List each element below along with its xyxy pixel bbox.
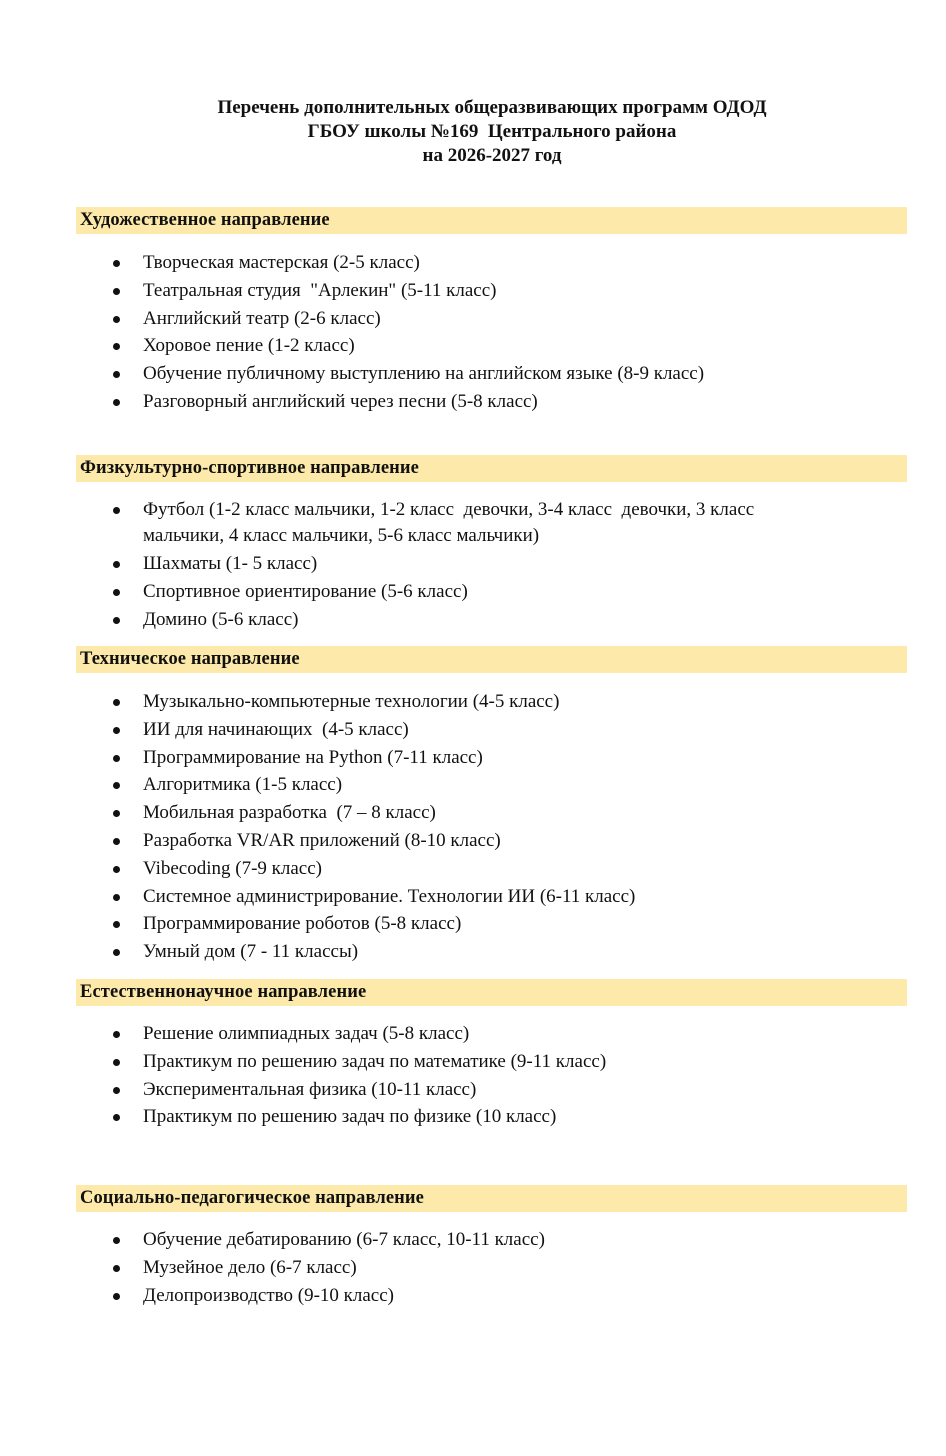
section-heading: Физкультурно-спортивное направление [76,455,907,482]
list-item: Домино (5-6 класс) [76,606,907,634]
program-list [76,688,907,966]
list-item: Английский театр (2-6 класс) [76,305,907,333]
title-line-3: на 2026-2027 год [422,145,562,166]
list-item: Решение олимпиадных задач (5-8 класс) [76,1020,907,1048]
list-item: Музейное дело (6-7 класс) [76,1254,907,1282]
list-item: Программирование роботов (5-8 класс) [76,910,907,938]
program-list [76,1020,907,1131]
title-line-1: Перечень дополнительных общеразвивающих программ ОДОД [217,97,767,118]
list-item: Vibecoding (7-9 класс) [76,855,907,883]
section-heading: Художественное направление [76,207,907,234]
list-item: Практикум по решению задач по физике (10 класс) [76,1103,907,1131]
document-title [0,96,946,168]
list-item: Мобильная разработка (7 – 8 класс) [76,799,907,827]
list-item: Музыкально-компьютерные технологии (4-5 класс) [76,688,907,716]
list-item: Спортивное ориентирование (5-6 класс) [76,578,907,606]
title-line-2: ГБОУ школы №169 Центрального района [307,121,677,142]
list-item: Театральная студия "Арлекин" (5-11 класс) [76,277,907,305]
list-item: Футбол (1-2 класс мальчики, 1-2 класс девочки, 3-4 класс девочки, 3 класс мальчики, 4 класс мальчики, 5-6 класс мальчики) [76,497,907,550]
section-heading: Техническое направление [76,646,907,673]
list-item: Обучение дебатированию (6-7 класс, 10-11 класс) [76,1226,907,1254]
list-item: Творческая мастерская (2-5 класс) [76,249,907,277]
list-item: Разговорный английский через песни (5-8 класс) [76,388,907,416]
section-natural-science [76,979,907,1131]
section-heading: Социально-педагогическое направление [76,1185,907,1212]
section-technical [76,646,907,966]
program-list [76,497,907,633]
list-item: Шахматы (1- 5 класс) [76,550,907,578]
list-item: ИИ для начинающих (4-5 класс) [76,716,907,744]
list-item: Практикум по решению задач по математике (9-11 класс) [76,1048,907,1076]
section-heading: Естественнонаучное направление [76,979,907,1006]
section-sports [76,455,907,633]
program-list [76,1226,907,1309]
list-item: Экспериментальная физика (10-11 класс) [76,1076,907,1104]
list-item: Делопроизводство (9-10 класс) [76,1282,907,1310]
list-item: Умный дом (7 - 11 классы) [76,938,907,966]
program-list [76,249,907,416]
list-item: Программирование на Python (7-11 класс) [76,744,907,772]
list-item: Системное администрирование. Технологии ИИ (6-11 класс) [76,883,907,911]
list-item: Алгоритмика (1-5 класс) [76,771,907,799]
section-artistic [76,207,907,416]
list-item: Разработка VR/AR приложений (8-10 класс) [76,827,907,855]
list-item: Обучение публичному выступлению на английском языке (8-9 класс) [76,360,907,388]
list-item: Хоровое пение (1-2 класс) [76,332,907,360]
section-social-pedagogical [76,1185,907,1309]
